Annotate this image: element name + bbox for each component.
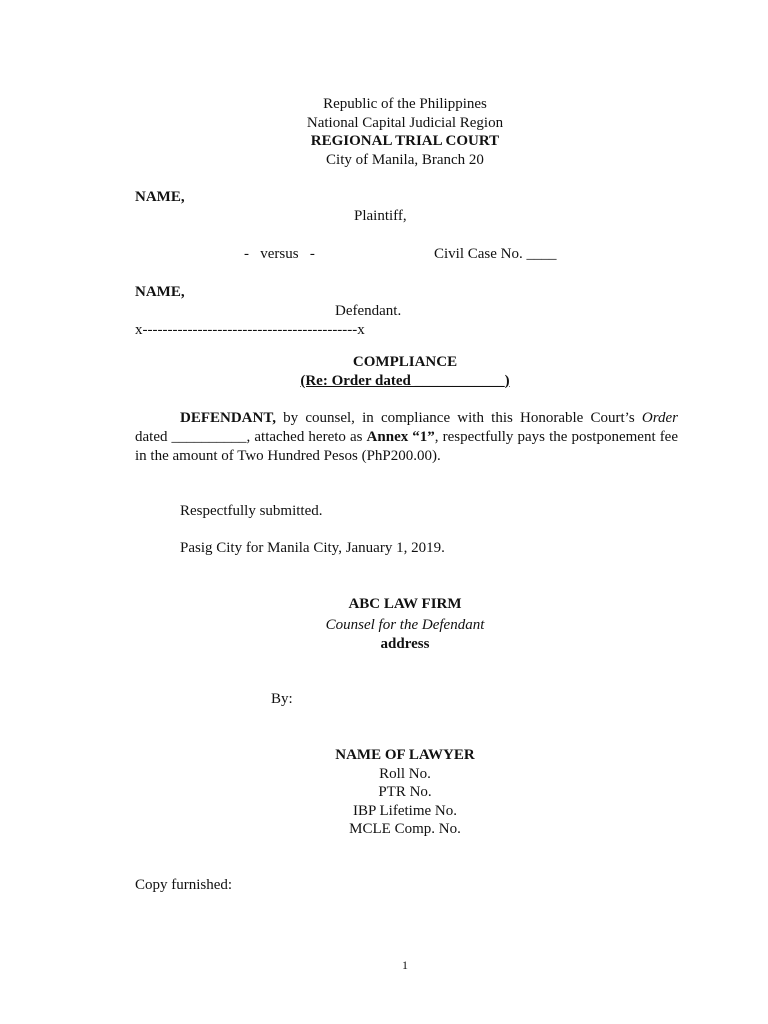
mcle-compliance-number: MCLE Comp. No.	[349, 821, 461, 837]
header-city-branch: City of Manila, Branch 20	[326, 152, 484, 168]
paragraph-text-2: dated __________, attached hereto as	[135, 429, 367, 445]
ptr-number: PTR No.	[378, 784, 432, 800]
document-title: COMPLIANCE	[352, 354, 458, 370]
law-firm-name: ABC LAW FIRM	[348, 596, 462, 612]
page-number: 1	[402, 958, 408, 972]
plaintiff-label: Plaintiff,	[354, 208, 407, 224]
roll-number: Roll No.	[379, 766, 431, 782]
ibp-lifetime-number: IBP Lifetime No.	[352, 803, 457, 819]
paragraph-text-1: by counsel, in compliance with this Honorable Court’s	[275, 410, 642, 426]
respectfully-submitted: Respectfully submitted.	[180, 503, 323, 519]
lawyer-name: NAME OF LAWYER	[335, 747, 475, 763]
defendant-label: Defendant.	[335, 303, 402, 319]
header-republic: Republic of the Philippines	[323, 96, 487, 112]
civil-case-number: Civil Case No. ____	[434, 246, 557, 262]
header-region: National Capital Judicial Region	[306, 115, 504, 131]
place-and-date: Pasig City for Manila City, January 1, 2019.	[180, 540, 445, 556]
versus-label: - versus -	[244, 246, 315, 262]
compliance-paragraph	[135, 409, 678, 466]
header-court: REGIONAL TRIAL COURT	[310, 133, 500, 149]
firm-address: address	[380, 636, 430, 652]
plaintiff-name: NAME,	[135, 189, 185, 205]
annex-label: Annex “1”	[366, 429, 435, 445]
counsel-for-defendant: Counsel for the Defendant	[325, 617, 485, 633]
order-word: Order	[641, 410, 678, 426]
copy-furnished: Copy furnished:	[135, 877, 233, 893]
party-name: DEFENDANT,	[180, 410, 276, 426]
caption-separator: x-------------------------------------------x	[135, 322, 365, 338]
defendant-name: NAME,	[135, 284, 185, 300]
document-subtitle: (Re: Order dated ____________)	[300, 373, 510, 389]
paragraph-text-3: , respectfully pays the postponement fee in the amount of Two Hundred Pesos (PhP200.00).	[135, 429, 678, 464]
by-label: By:	[271, 691, 293, 707]
